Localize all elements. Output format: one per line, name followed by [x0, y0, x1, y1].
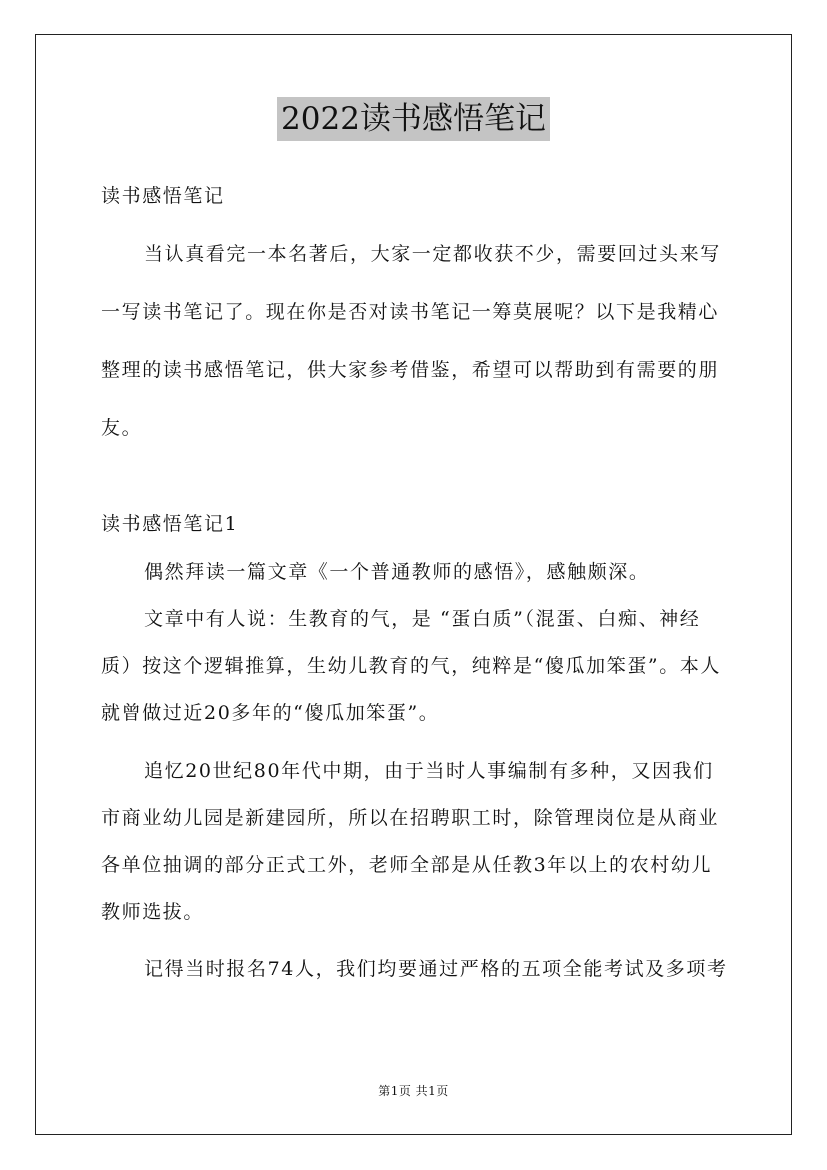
paragraph-line: 文章中有人说：生教育的气，是 “蛋白质”（混蛋、白痴、神经 [144, 608, 701, 630]
paragraph-line: 记得当时报名74人，我们均要通过严格的五项全能考试及多项考 [144, 958, 728, 980]
paragraph-line: 各单位抽调的部分正式工外，老师全部是从任教3年以上的农村幼儿 [101, 854, 713, 876]
paragraph-line: 整理的读书感悟笔记，供大家参考借鉴，希望可以帮助到有需要的朋 [101, 359, 720, 381]
document-title: 2022读书感悟笔记 [277, 97, 550, 141]
document-body [101, 177, 727, 988]
paragraph-line: 当认真看完一本名著后，大家一定都收获不少，需要回过头来写 [144, 243, 721, 265]
paragraph-line: 偶然拜读一篇文章《一个普通教师的感悟》，感触颇深。 [144, 561, 650, 583]
paragraph-line: 友。 [101, 417, 143, 439]
page-footer: 第1页 共1页 [378, 1084, 449, 1098]
paragraph-line: 市商业幼儿园是新建园所，所以在招聘职工时，除管理岗位是从商业 [101, 807, 720, 829]
paragraph-line: 就曾做过近20多年的“傻瓜加笨蛋”。 [101, 702, 440, 724]
section-heading: 读书感悟笔记1 [101, 513, 239, 535]
paragraph-line: 教师选拔。 [101, 901, 205, 923]
title-container [0, 97, 827, 141]
intro-heading: 读书感悟笔记 [101, 185, 225, 207]
paragraph-line: 质）按这个逻辑推算，生幼儿教育的气，纯粹是“傻瓜加笨蛋”。本人 [101, 655, 722, 677]
paragraph-line: 追忆20世纪80年代中期，由于当时人事编制有多种，又因我们 [144, 760, 714, 782]
paragraph-line: 一写读书笔记了。现在你是否对读书笔记一筹莫展呢？以下是我精心 [101, 301, 720, 323]
